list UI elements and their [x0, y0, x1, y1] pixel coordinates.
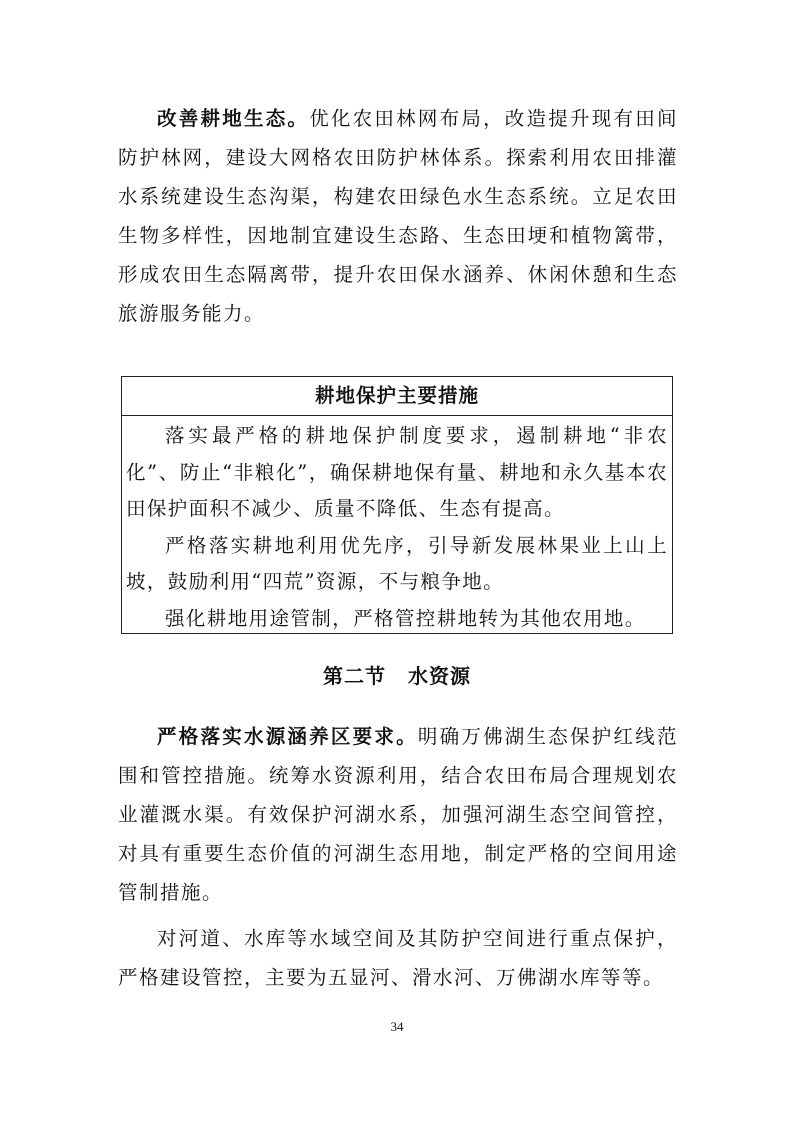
page-number: 34 [390, 1019, 404, 1034]
measures-box [121, 376, 673, 634]
paragraph-lead: 改善耕地生态。 [157, 107, 310, 130]
measures-item: 严格落实耕地利用优先序，引导新发展林果业上山上坡，鼓励利用“四荒”资源，不与粮争地。 [126, 533, 668, 593]
measures-box-title: 耕地保护主要措施 [122, 377, 672, 416]
paragraph-water-source [118, 717, 678, 912]
section-number: 第二节 [323, 664, 386, 688]
measures-item: 落实最严格的耕地保护制度要求，遏制耕地“非农化”、防止“非粮化”，确保耕地保有量、耕地和永久基本农田保护面积不减少、质量不降低、生态有提高。 [126, 424, 668, 520]
measures-item: 强化耕地用途管制，严格管控耕地转为其他农用地。 [165, 606, 646, 630]
paragraph-lead: 严格落实水源涵养区要求。 [157, 725, 418, 748]
measures-box-body [122, 416, 672, 637]
paragraph-farmland-ecology [118, 99, 678, 333]
paragraph-waterway-protection: 对河道、水库等水域空间及其防护空间进行重点保护，严格建设管控，主要为五显河、滑水河、万佛湖水库等等。 [118, 927, 678, 989]
section-heading [0, 661, 794, 691]
section-title: 水资源 [408, 664, 471, 688]
paragraph-body: 明确万佛湖生态保护红线范围和管控措施。统筹水资源利用，结合农田布局合理规划农业灌溉水渠。有效保护河湖水系，加强河湖生态空间管控，对具有重要生态价值的河湖生态用地，制定严格的空间用途管制措施。 [118, 725, 678, 904]
paragraph-body: 优化农田林网布局，改造提升现有田间防护林网，建设大网格农田防护林体系。探索利用农田排灌水系统建设生态沟渠，构建农田绿色水生态系统。立足农田生物多样性，因地制宜建设生态路、生态田埂和植物篱带，形成农田生态隔离带，提升农田保水涵养、休闲休憩和生态旅游服务能力。 [118, 107, 678, 325]
